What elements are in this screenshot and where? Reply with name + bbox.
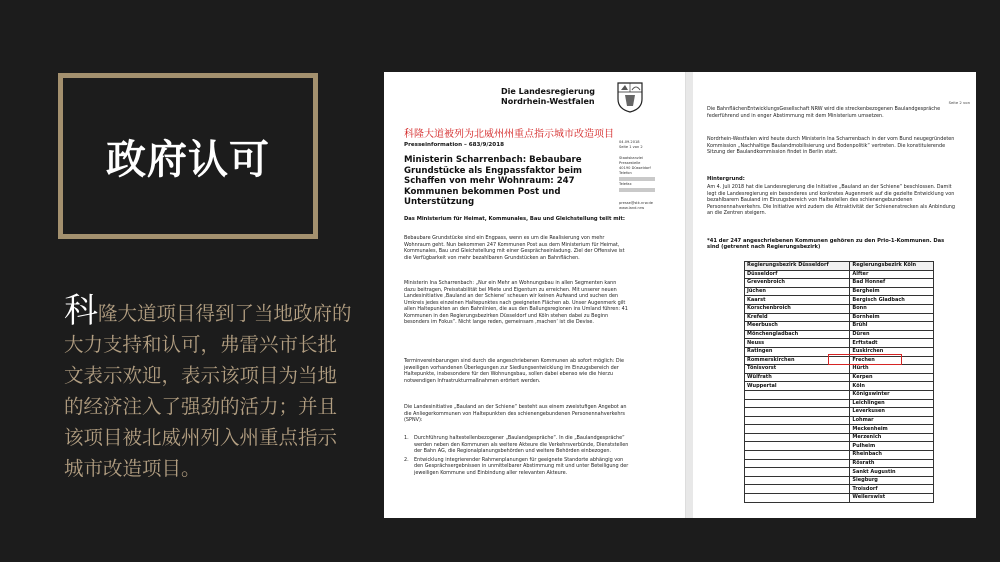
cell-duesseldorf [745, 442, 850, 451]
cell-koeln: Rösrath [850, 459, 934, 468]
cell-duesseldorf [745, 468, 850, 477]
table-row [745, 287, 934, 296]
table-row [745, 279, 934, 288]
cell-duesseldorf: Korschenbroich [745, 304, 850, 313]
cell-duesseldorf: Grevenbroich [745, 279, 850, 288]
list-item [404, 457, 629, 477]
cell-duesseldorf: Jüchen [745, 287, 850, 296]
cell-koeln: Königswinter [850, 390, 934, 399]
cell-duesseldorf [745, 476, 850, 485]
blurred-text [619, 188, 655, 192]
table-row [745, 416, 934, 425]
paragraph: Bebaubare Grundstücke sind ein Engpass, wenn es um die Realisierung von mehr Wohnraum geht. Nun bekommen 247 Kommunen Post aus dem Ministerium für Heimat, Kommunales, Bau und Gleichstellung mit einer Gesprächseinladung. Ziel der Offensive ist die Verfügbarkeit von mehr bezahlbaren Grundstücken an Bahnflächen. [404, 235, 625, 261]
cell-duesseldorf [745, 416, 850, 425]
table-row [745, 322, 934, 331]
table-row [745, 442, 934, 451]
cell-koeln: Siegburg [850, 476, 934, 485]
cell-duesseldorf [745, 433, 850, 442]
cell-duesseldorf: Mönchengladbach [745, 330, 850, 339]
header-duesseldorf: Regierungsbezirk Düsseldorf [745, 262, 850, 271]
red-annotation: 科隆大道被列为北威州州重点指示城市改造项目 [404, 129, 614, 140]
cell-koeln: Brühl [850, 322, 934, 331]
sidebar-email: presse@stk.nrw.de [619, 201, 653, 205]
table-row [745, 296, 934, 305]
table-row [745, 339, 934, 348]
table-row [745, 330, 934, 339]
blurred-text [619, 177, 655, 181]
cell-koeln: Frechen [850, 356, 934, 365]
cell-duesseldorf: Krefeld [745, 313, 850, 322]
table-row [745, 468, 934, 477]
table-row [745, 494, 934, 503]
press-release-scan [384, 72, 976, 518]
header-koeln: Regierungsbezirk Köln [850, 262, 934, 271]
list-number: 1. [404, 435, 409, 441]
cell-koeln: Köln [850, 382, 934, 391]
gov-name-line1: Die Landesregierung [501, 87, 596, 96]
description-first-char: 科 [64, 291, 98, 331]
cell-koeln: Alfter [850, 270, 934, 279]
table-row [745, 459, 934, 468]
sidebar-date: 04.09.2018 [619, 140, 640, 144]
list-number: 2. [404, 456, 409, 463]
cell-koeln: Leverkusen [850, 408, 934, 417]
hintergrund-heading: Hintergrund: [707, 176, 745, 182]
cell-duesseldorf [745, 425, 850, 434]
frechen-highlight-box [828, 354, 902, 365]
list-text: Durchführung haltestellenbezogener „Baulandgespräche“. In die „Baulandgespräche“ werden neben den Kommunen als weitere Akteure die Verkehrsverbünde, Dienststellen der Bahn AG, die Regionalplanungsbehörden und weitere Behörden einbezogen. [414, 435, 629, 454]
paragraph: Ministerin Ina Scharrenbach: „Nur ein Mehr an Wohnungsbau in allen Segmenten kann dazu beitragen, Preisstabilität bei Miete und Eigentum zu erreichen. Mit unserer neuen Landesinitiative ‚Bauland an der Schiene‘ scheuen wir keinen Aufwand und suchen den Umkreis jedes einzelnen Haltepunktes nach geeigneten Flächen ab. Unser Augenmerk gilt allen Haltepunkten an den Bahnlinien, die aus den Ballungsregionen ins Umland führen: 41 Kommunen in den Regierungsbezirken Düsseldorf und Köln stehen dabei zu Beginn besonders im Fokus“. Nicht lange reden, gemeinsam ‚machen‘ ist die Devise. [404, 280, 628, 325]
cell-duesseldorf [745, 390, 850, 399]
cell-duesseldorf [745, 399, 850, 408]
table-intro: *41 der 247 angeschriebenen Kommunen gehören zu den Prio-1-Kommunen. Das sind (getrennt nach Regierungsbezirk) [707, 238, 945, 251]
cell-duesseldorf: Meerbusch [745, 322, 850, 331]
cell-duesseldorf: Rommerskirchen [745, 356, 850, 365]
table-row [745, 365, 934, 374]
list-text: Entwicklung integrierender Rahmenplanungen für geeignete Standorte abhängig von den Gesprächsergebnissen in unmittelbarer Abstimmung mit und unter Beteiligung der jeweiligen Kommune und Einbindung aller relevanten Akteure. [414, 456, 629, 476]
cell-duesseldorf [745, 408, 850, 417]
gov-name-line2: Nordrhein-Westfalen [501, 97, 595, 106]
government-name [501, 87, 595, 107]
sidebar-page: Seite 1 von 2 [619, 145, 643, 149]
cell-duesseldorf: Wülfrath [745, 373, 850, 382]
cell-duesseldorf [745, 494, 850, 503]
sidebar-line: Staatskanzlei [619, 156, 643, 160]
cell-duesseldorf: Wuppertal [745, 382, 850, 391]
cell-koeln: Troisdorf [850, 485, 934, 494]
table-row [745, 304, 934, 313]
paragraph: Nordrhein-Westfalen wird heute durch Ministerin Ina Scharrenbach in der vom Bund neugegründeten Kommission „Nachhaltige Baulandmobilisierung und Bodenpolitik“ vertreten. Die konstituierende Sitzung der Baulandkommission findet in Berlin statt. [707, 136, 955, 155]
paragraph: Die Landesinitiative „Bauland an der Schiene“ besteht aus einem zweistufigen Angebot an die Anliegerkommunen von Haltepunkten des schienengebundenen Personennahverkehrs (SPNV): [404, 404, 627, 423]
kommunen-table [744, 261, 934, 503]
table-row [745, 399, 934, 408]
cell-koeln: Erftstadt [850, 339, 934, 348]
cell-duesseldorf: Kaarst [745, 296, 850, 305]
cell-koeln: Merzenich [850, 433, 934, 442]
description-text: 隆大道项目得到了当地政府的大力支持和认可，弗雷兴市长批文表示欢迎，表示该项目为当地的经济注入了强劲的活力；并且该项目被北威州列入州重点指示城市改造项目。 [64, 302, 352, 480]
cell-duesseldorf [745, 485, 850, 494]
cell-duesseldorf: Tönisvorst [745, 365, 850, 374]
paragraph: Am 4. Juli 2018 hat die Landesregierung die Initiative „Bauland an der Schiene“ beschlossen. Damit legt die Landesregierung ein besonderes und konkretes Augenmerk auf die gezielte Entwicklung von bezahlbarem Bauland im Einzugsbereich von Haltestellen des schienengebundenen Personennahverkehrs. Die Initiative wird zudem die Attraktivität der Schienenstrecken als Anbindung an die Zentren steigern. [707, 184, 956, 216]
page-gutter [686, 72, 693, 518]
cell-duesseldorf: Düsseldorf [745, 270, 850, 279]
list-item [404, 435, 629, 455]
cell-koeln: Lohmar [850, 416, 934, 425]
table-row [745, 373, 934, 382]
slide-title: 政府认可 [106, 136, 270, 183]
cell-koeln: Weilerswist [850, 494, 934, 503]
table-row [745, 485, 934, 494]
cell-koeln: Bergheim [850, 287, 934, 296]
title-frame [58, 73, 318, 239]
cell-koeln: Kerpen [850, 373, 934, 382]
press-info-number: Presseinformation – 683/9/2018 [404, 142, 504, 148]
press-headline: Ministerin Scharrenbach: Bebaubare Grundstücke als Engpassfaktor beim Schaffen von mehr Wohnraum: 247 Kommunen bekommen Post und Unterstützung [404, 155, 582, 207]
sidebar-line: 40190 Düsseldorf [619, 166, 651, 170]
sidebar-line: Telefon [619, 171, 632, 175]
slide-description [64, 291, 356, 484]
page-number: Seite 2 von [948, 100, 970, 105]
cell-duesseldorf: Ratingen [745, 347, 850, 356]
table-row [745, 433, 934, 442]
sidebar-line: Pressestelle [619, 161, 641, 165]
cell-koeln: Hürth [850, 365, 934, 374]
table-header-row [745, 262, 934, 271]
cell-koeln: Euskirchen [850, 347, 934, 356]
cell-koeln: Bornheim [850, 313, 934, 322]
paragraph: Die BahnflächenEntwicklungsGesellschaft NRW wird die streckenbezogenen Baulandgespräche federführend und in enger Abstimmung mit dem Ministerium umsetzen. [707, 106, 941, 119]
cell-koeln: Rheinbach [850, 451, 934, 460]
intro-line: Das Ministerium für Heimat, Kommunales, Bau und Gleichstellung teilt mit: [404, 216, 625, 222]
nrw-crest-icon [616, 81, 644, 113]
table-row [745, 382, 934, 391]
table-row [745, 451, 934, 460]
table-row [745, 313, 934, 322]
table-row [745, 476, 934, 485]
cell-duesseldorf [745, 451, 850, 460]
cell-koeln: Pulheim [850, 442, 934, 451]
table-row [745, 408, 934, 417]
cell-koeln: Bad Honnef [850, 279, 934, 288]
document-page-1 [384, 72, 686, 518]
sidebar-line: Telefax [619, 182, 632, 186]
paragraph: Terminvereinbarungen sind durch die angeschriebenen Kommunen ab sofort möglich: Die jeweiligen vorhandenen Überlegungen zur Siedlungsentwicklung im Einzugsbereich der Haltepunkte, insbesondere für den Wohnungsbau, sollen dabei ebenso wie die hierzu notwendigen Infrastrukturmaßnahmen erörtert werden. [404, 358, 625, 384]
cell-koeln: Sankt Augustin [850, 468, 934, 477]
cell-koeln: Düren [850, 330, 934, 339]
cell-koeln: Meckenheim [850, 425, 934, 434]
cell-duesseldorf [745, 459, 850, 468]
document-page-2 [693, 72, 976, 518]
cell-koeln: Bergisch Gladbach [850, 296, 934, 305]
sidebar-web: www.land.nrw [619, 206, 645, 210]
table-row [745, 390, 934, 399]
cell-koeln: Leichlingen [850, 399, 934, 408]
cell-duesseldorf: Neuss [745, 339, 850, 348]
numbered-list [404, 435, 629, 478]
cell-koeln: Bonn [850, 304, 934, 313]
table-row [745, 425, 934, 434]
letterhead-sidebar [619, 140, 675, 211]
table-row [745, 270, 934, 279]
table-body [745, 270, 934, 502]
